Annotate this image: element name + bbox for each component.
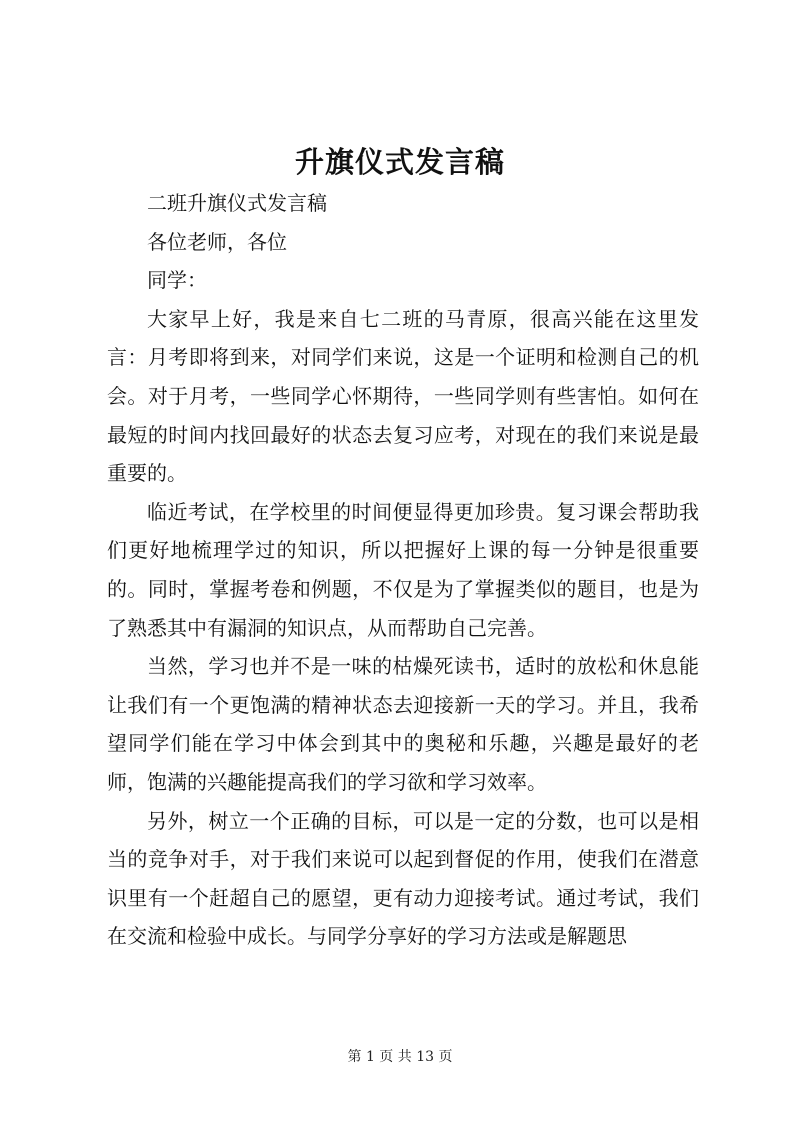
document-body xyxy=(107,184,699,956)
page-number-footer: 第 1 页 共 13 页 xyxy=(347,1049,453,1065)
paragraph-salutation: 各位老师，各位 xyxy=(147,229,287,254)
paragraph-body: 大家早上好，我是来自七二班的马青原，很高兴能在这里发言：月考即将到来，对同学们来说，这是一个证明和检测自己的机会。对于月考，一些同学心怀期待，一些同学则有些害怕。如何在最短的时间内找回最好的状态去复习应考，对现在的我们来说是最重要的。 xyxy=(107,306,699,486)
paragraph-subtitle: 二班升旗仪式发言稿 xyxy=(147,191,327,215)
paragraph-body: 另外，树立一个正确的目标，可以是一定的分数，也可以是相当的竞争对手，对于我们来说可以起到督促的作用，使我们在潜意识里有一个赶超自己的愿望，更有动力迎接考试。通过考试，我们在交流和检验中成长。与同学分享好的学习方法或是解题思 xyxy=(107,808,699,949)
document-title: 升旗仪式发言稿 xyxy=(294,145,505,179)
paragraph-body: 临近考试，在学校里的时间便显得更加珍贵。复习课会帮助我们更好地梳理学过的知识，所以把握好上课的每一分钟是很重要的。同时，掌握考卷和例题，不仅是为了掌握类似的题目，也是为了熟悉其中有漏洞的知识点，从而帮助自己完善。 xyxy=(107,499,699,640)
paragraph-salutation-cont: 同学： xyxy=(147,268,207,293)
paragraph-body: 当然，学习也并不是一味的枯燥死读书，适时的放松和休息能让我们有一个更饱满的精神状态去迎接新一天的学习。并且，我希望同学们能在学习中体会到其中的奥秘和乐趣，兴趣是最好的老师，饱满的兴趣能提高我们的学习欲和学习效率。 xyxy=(107,654,699,794)
